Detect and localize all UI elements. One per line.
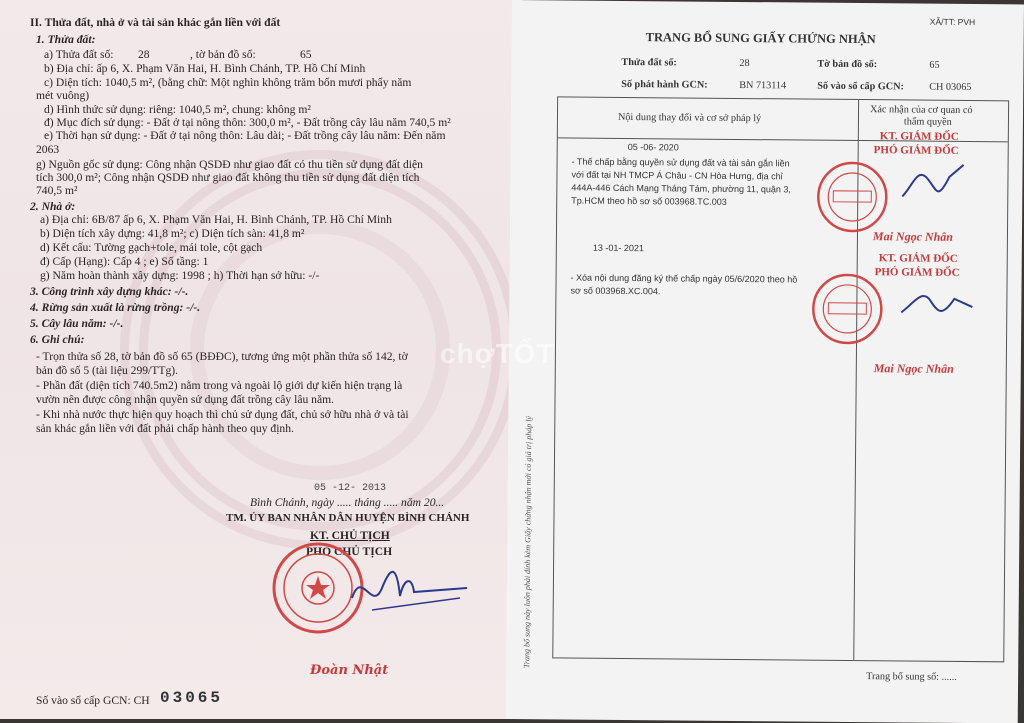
commune-code: XÃ/TT: PVH (929, 16, 976, 28)
kt-chairman: KT. CHỦ TỊCH (310, 529, 390, 542)
registry-seal-2-icon (810, 272, 885, 347)
supplement-title: TRANG BỔ SUNG GIẤY CHỨNG NHẬN (645, 30, 876, 47)
authority: TM. ỦY BAN NHÂN DÂN HUYỆN BÌNH CHÁNH (226, 512, 470, 524)
kt-director-1: KT. GIÁM ĐỐC (879, 130, 959, 143)
signature-2-icon (896, 276, 976, 327)
house-grade: đ) Cấp (Hạng): Cấp 4 ; e) Số tầng: 1 (40, 255, 209, 268)
heading-house: 2. Nhà ở: (30, 200, 76, 213)
heading-land-parcel: 1. Thửa đất: (36, 33, 96, 46)
legal-note-vertical: Trang bổ sung này luôn phải đính kèm Giấy chứng nhận mới có giá trị pháp lý (522, 415, 534, 669)
gcn-book-number: 03065 (160, 689, 224, 707)
col-header-confirm: Xác nhận của cơ quan có (870, 104, 973, 117)
note-1: - Trọn thửa số 28, tờ bản đồ số 65 (BĐĐC), tương ứng một phần thửa số 142, tờ (36, 350, 408, 363)
note-3-cont: sản khác gắn liền với đất phải chấp hành theo quy định. (36, 422, 294, 435)
issue-number-value: BN 713114 (739, 79, 787, 92)
house-year: g) Năm hoàn thành xây dựng: 1998 ; h) Thời hạn sở hữu: -/- (40, 269, 320, 282)
entry-1-line-4: Tp.HCM theo hồ sơ số 003968.TC.003 (571, 195, 727, 207)
map-sheet-value: 65 (300, 48, 312, 61)
book-number-value: CH 03065 (929, 81, 972, 94)
usage-purpose: đ) Mục đích sử dụng: - Đất ở tại nông thôn: 300,0 m², - Đất trồng cây lâu năm 740,5 m² (44, 116, 451, 129)
map-label: Tờ bản đồ số: (817, 58, 878, 71)
note-2-cont: vườn nên được công nhận quyền sử dụng đất trồng cây lâu năm. (36, 393, 335, 406)
usage-origin-cont2: 740,5 m² (36, 184, 78, 197)
house-area: b) Diện tích xây dựng: 41,8 m²; c) Diện tích sàn: 41,8 m² (40, 227, 305, 240)
entry-1-line-3: 444A-446 Cách Mạng Tháng Tám, phường 11, quận 3, (571, 182, 791, 195)
map-sheet-label: , tờ bản đồ số: (190, 48, 256, 61)
usage-origin: g) Nguồn gốc sử dụng: Công nhận QSDĐ như giao đất có thu tiền sử dụng đất diện (36, 158, 423, 171)
map-value: 65 (929, 59, 940, 71)
usage-term-cont: 2063 (36, 143, 60, 156)
section-title: II. Thửa đất, nhà ở và tài sản khác gắn liền với đất (30, 16, 281, 29)
entry-1-line-1: - Thế chấp bằng quyền sử dụng đất và tài sản gắn liền (571, 156, 790, 169)
note-1-cont: bản đồ số 5 (tài liệu 299/TTg). (36, 364, 178, 377)
entry-1-line-2: với đất tại NH TMCP Á Châu - CN Hòa Hưng, địa chỉ (571, 169, 783, 182)
place-date: Bình Chánh, ngày ..... tháng ..... năm 20... (250, 496, 445, 509)
changes-table (552, 96, 1009, 662)
parcel-address: b) Địa chỉ: ấp 6, X. Phạm Văn Hai, H. Bình Chánh, TP. Hồ Chí Minh (44, 62, 366, 75)
vice-director-1: PHÓ GIÁM ĐỐC (873, 144, 959, 157)
signer-1: Mai Ngọc Nhân (872, 229, 954, 244)
signature-1-icon (897, 156, 967, 207)
note-2: - Phần đất (diện tích 740.5m2) nằm trong và ngoài lộ giới dự kiến hiện trạng là (36, 379, 403, 392)
parcel-label: Thửa đất số: (621, 56, 677, 69)
usage-term: e) Thời hạn sử dụng: - Đất ở tại nông thôn: Lâu dài; - Đất trồng cây lâu năm: Đến năm (44, 129, 446, 142)
heading-perennial: 5. Cây lâu năm: -/-. (30, 317, 124, 330)
heading-notes: 6. Ghi chú: (30, 333, 85, 346)
parcel-area: c) Diện tích: 1040,5 m², (bằng chữ: Một nghìn không trăm bốn mươi phẩy năm (44, 76, 412, 89)
heading-forest: 4. Rừng sản xuất là rừng trồng: -/-. (30, 301, 201, 314)
parcel-area-cont: mét vuông) (36, 89, 90, 102)
house-structure: d) Kết cấu: Tường gạch+tole, mái tole, cột gạch (40, 241, 263, 254)
col-header-content: Nội dung thay đổi và cơ sở pháp lý (617, 111, 762, 125)
registry-seal-1-icon (815, 160, 890, 235)
entry-date-2: 13 -01- 2021 (592, 242, 644, 254)
gcn-book-label: Số vào sổ cấp GCN: CH (36, 694, 150, 707)
vice-director-2: PHÓ GIÁM ĐỐC (874, 266, 960, 279)
parcel-number-value: 28 (138, 48, 150, 61)
certificate-page-right (506, 0, 1024, 723)
issue-date-stamp: 05 -12- 2013 (314, 483, 387, 494)
heading-other-construction: 3. Công trình xây dựng khác: -/-. (30, 285, 189, 298)
entry-2-line-1: - Xóa nội dung đăng ký thế chấp ngày 05/6/2020 theo hồ (570, 272, 798, 285)
note-3: - Khi nhà nước thực hiện quy hoạch thì chủ sử dụng đất, chủ sở hữu nhà ở và tài (36, 408, 409, 421)
parcel-value: 28 (739, 57, 750, 70)
book-number-label: Số vào sổ cấp GCN: (817, 80, 904, 93)
signer-name: Đoàn Nhật (310, 663, 389, 678)
house-address: a) Địa chỉ: 6B/87 ấp 6, X. Phạm Văn Hai, H. Bình Chánh, TP. Hồ Chí Minh (40, 213, 392, 226)
col-header-confirm-2: thẩm quyền (903, 116, 952, 128)
parcel-number-label: a) Thửa đất số: (44, 48, 114, 61)
supplement-page-number: Trang bổ sung số: ...... (866, 671, 957, 683)
signer-2: Mai Ngọc Nhân (873, 361, 954, 376)
chotot-watermark: chợTỐT (440, 338, 555, 369)
entry-2-line-2: sơ số 003968.XC.004. (570, 285, 661, 297)
signature-icon (342, 558, 472, 618)
kt-director-2: KT. GIÁM ĐỐC (878, 252, 958, 265)
issue-number-label: Số phát hành GCN: (621, 78, 708, 91)
usage-form: d) Hình thức sử dụng: riêng: 1040,5 m², chung: không m² (44, 103, 311, 116)
entry-date-1: 05 -06- 2020 (627, 142, 679, 153)
usage-origin-cont1: tích 300,0 m²; Công nhận QSDĐ như giao đất không thu tiền sử dụng đất diện tích (36, 171, 420, 184)
vice-chairman: PHÓ CHỦ TỊCH (306, 545, 393, 558)
